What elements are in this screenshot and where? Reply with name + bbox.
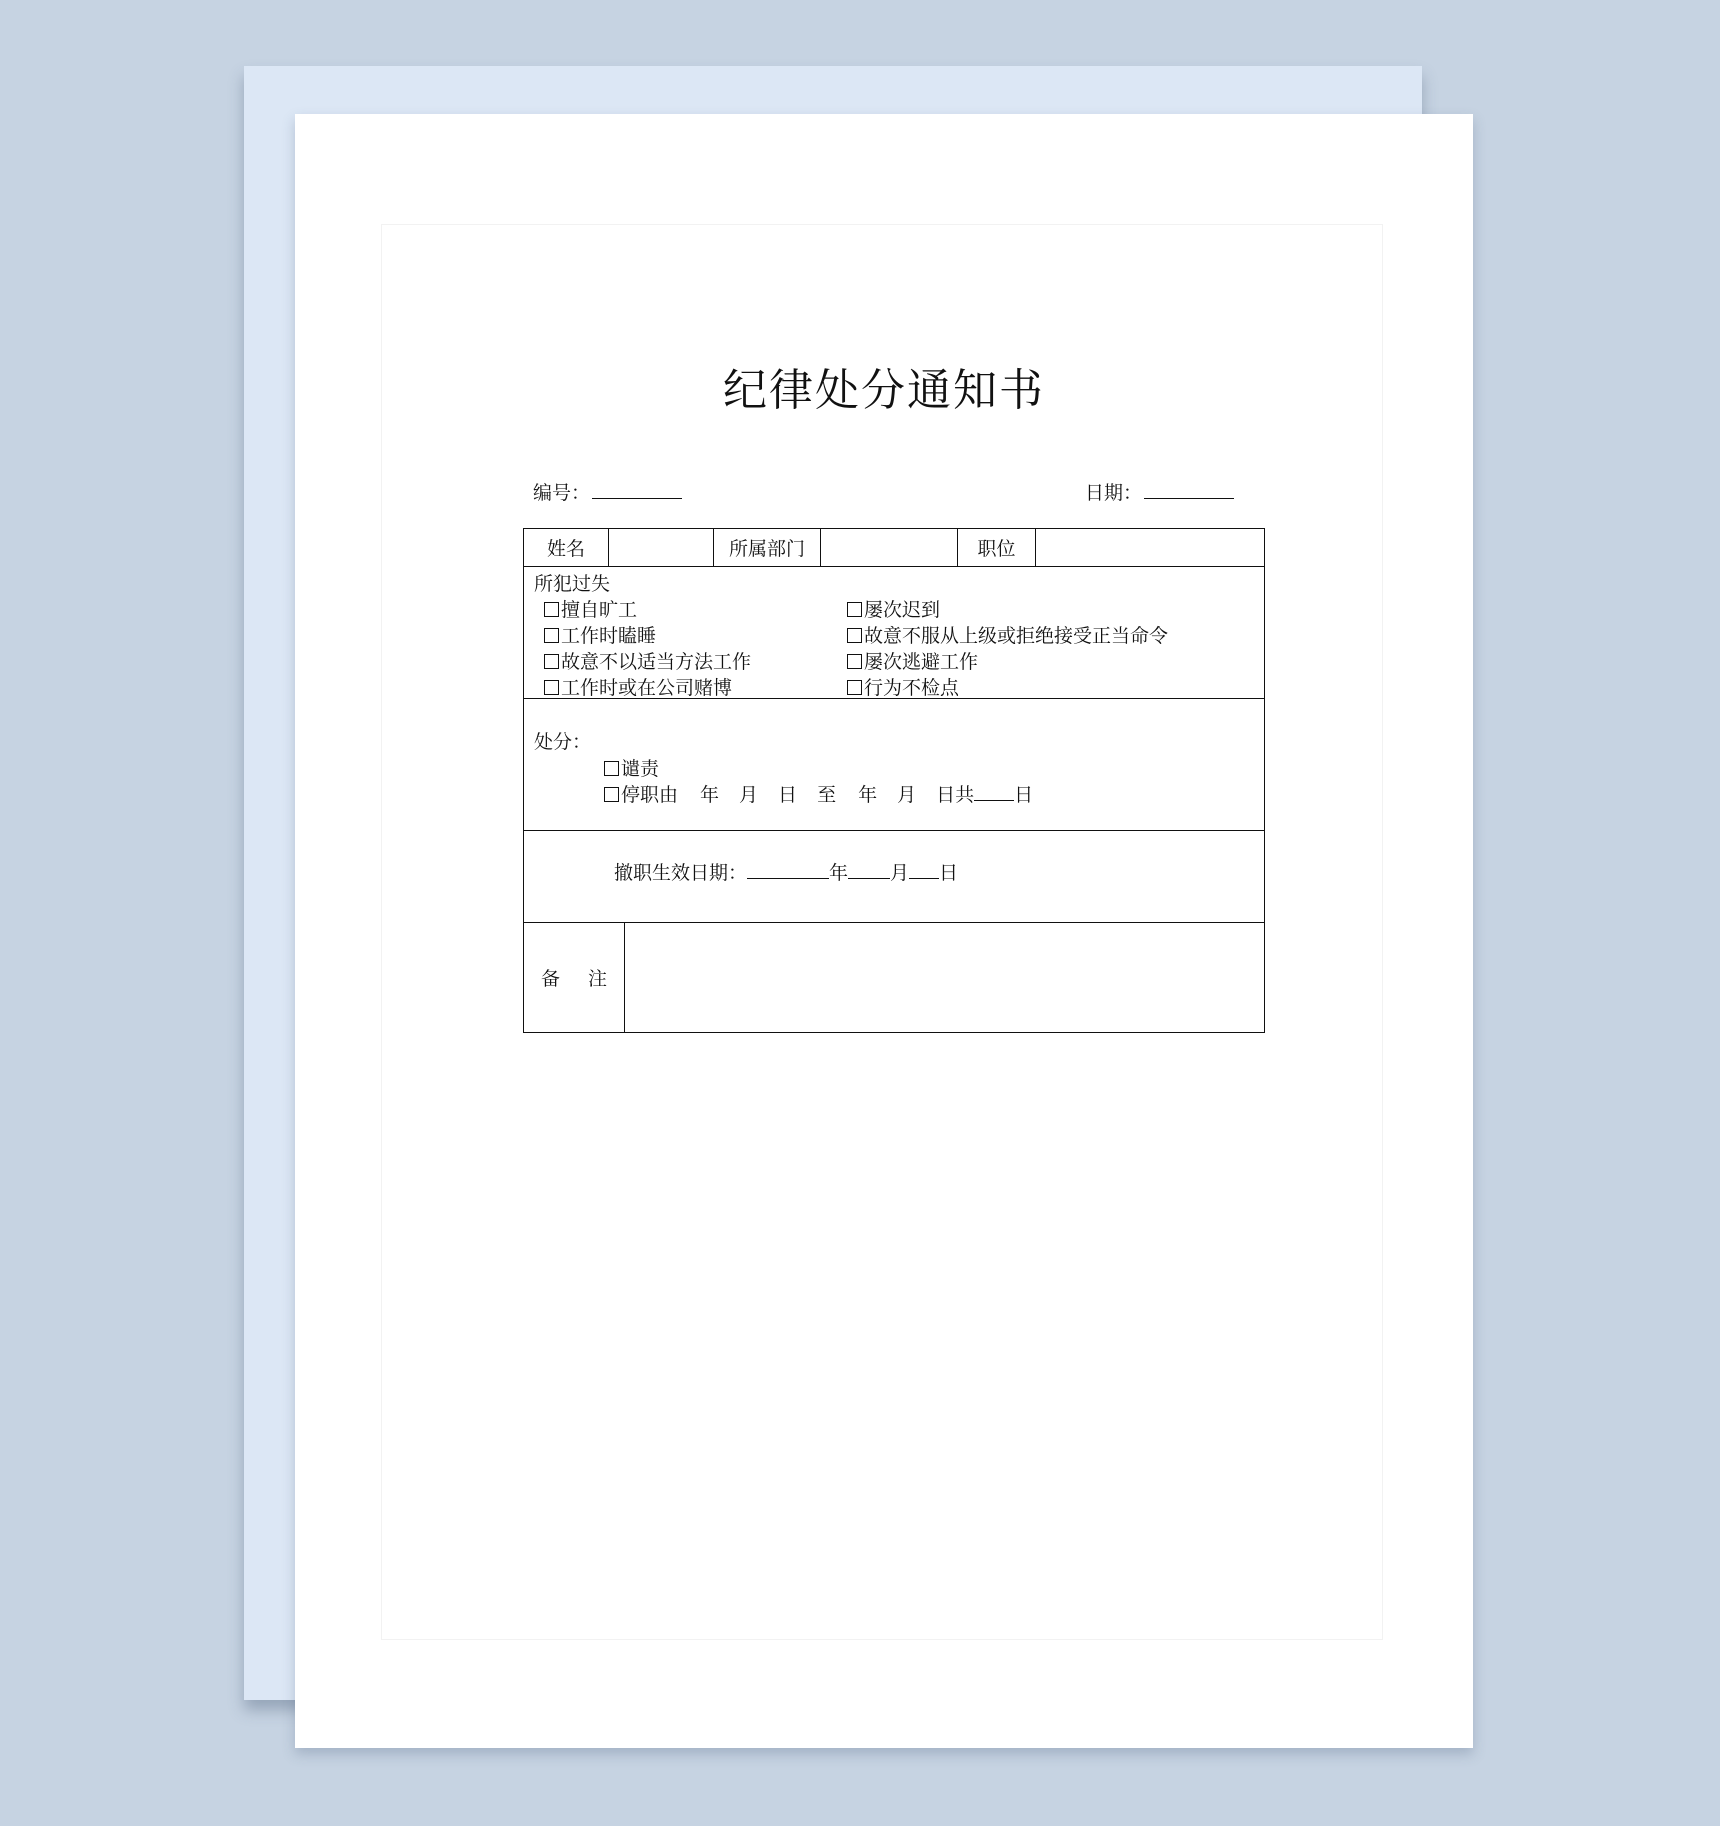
position-value-cell[interactable] bbox=[1036, 529, 1264, 566]
remarks-label bbox=[524, 923, 625, 1032]
dismissal-month: 月 bbox=[890, 862, 910, 884]
number-field bbox=[533, 478, 682, 505]
checkbox-icon[interactable] bbox=[604, 761, 619, 776]
dismissal-day-blank[interactable] bbox=[909, 860, 939, 879]
offense-heading: 所犯过失 bbox=[534, 573, 611, 595]
position-label: 职位 bbox=[958, 529, 1036, 566]
suspend-end-year: 年 bbox=[858, 784, 878, 806]
checkbox-icon[interactable] bbox=[847, 654, 862, 669]
offense-option[interactable] bbox=[847, 621, 1168, 648]
name-value-cell[interactable] bbox=[609, 529, 714, 566]
suspend-start-year: 年 bbox=[700, 784, 720, 806]
checkbox-icon[interactable] bbox=[604, 787, 619, 802]
remarks-label-a: 备 bbox=[540, 968, 560, 990]
offense-option[interactable] bbox=[847, 647, 978, 674]
dismissal-month-blank[interactable] bbox=[848, 860, 890, 879]
dismissal-label: 撤职生效日期： bbox=[614, 862, 748, 884]
offense-label: 工作时或在公司赌博 bbox=[561, 677, 733, 699]
dismissal-day: 日 bbox=[939, 862, 959, 884]
basic-info-row bbox=[524, 529, 1264, 567]
suspend-from-label: 停职由 bbox=[621, 784, 679, 806]
date-field bbox=[1085, 478, 1234, 505]
offense-label: 故意不以适当方法工作 bbox=[561, 651, 752, 673]
dept-label: 所属部门 bbox=[714, 529, 821, 566]
document-title: 纪律处分通知书 bbox=[723, 365, 1045, 416]
number-label: 编号： bbox=[533, 482, 591, 504]
penalty-heading: 处分： bbox=[534, 731, 592, 753]
offense-label: 擅自旷工 bbox=[561, 599, 638, 621]
offense-label: 工作时瞌睡 bbox=[561, 625, 657, 647]
date-label: 日期： bbox=[1085, 482, 1143, 504]
offense-option[interactable] bbox=[847, 673, 959, 700]
penalty-row bbox=[524, 699, 1264, 831]
offense-option[interactable] bbox=[544, 647, 751, 674]
offense-label: 屡次逃避工作 bbox=[864, 651, 979, 673]
suspend-option[interactable] bbox=[604, 780, 1033, 807]
suspend-day-end: 日 bbox=[1014, 784, 1034, 806]
offense-option[interactable] bbox=[544, 673, 732, 700]
remarks-row bbox=[524, 923, 1264, 1032]
offense-label: 屡次迟到 bbox=[864, 599, 941, 621]
offense-label: 行为不检点 bbox=[864, 677, 960, 699]
dept-value-cell[interactable] bbox=[821, 529, 958, 566]
reprimand-option[interactable] bbox=[604, 754, 659, 781]
checkbox-icon[interactable] bbox=[544, 628, 559, 643]
remarks-content-cell[interactable] bbox=[625, 923, 1264, 1032]
dismissal-year-blank[interactable] bbox=[747, 860, 829, 879]
suspend-start-month: 月 bbox=[739, 784, 759, 806]
disciplinary-form bbox=[523, 528, 1265, 1033]
dismissal-date-line bbox=[614, 858, 958, 885]
number-blank[interactable] bbox=[592, 480, 682, 499]
offense-row bbox=[524, 567, 1264, 699]
name-label: 姓名 bbox=[524, 529, 609, 566]
offense-option[interactable] bbox=[544, 621, 656, 648]
offense-option[interactable] bbox=[544, 595, 637, 622]
offense-label: 故意不服从上级或拒绝接受正当命令 bbox=[864, 625, 1169, 647]
checkbox-icon[interactable] bbox=[847, 628, 862, 643]
offense-option[interactable] bbox=[847, 595, 940, 622]
checkbox-icon[interactable] bbox=[847, 680, 862, 695]
suspend-to-label: 至 bbox=[817, 784, 837, 806]
suspend-end-day-total: 日共 bbox=[936, 784, 975, 806]
document-page bbox=[295, 114, 1473, 1748]
dismissal-year: 年 bbox=[829, 862, 849, 884]
suspend-start-day: 日 bbox=[778, 784, 798, 806]
date-blank[interactable] bbox=[1144, 480, 1234, 499]
remarks-label-b: 注 bbox=[588, 968, 608, 990]
checkbox-icon[interactable] bbox=[544, 654, 559, 669]
suspend-end-month: 月 bbox=[897, 784, 917, 806]
checkbox-icon[interactable] bbox=[544, 680, 559, 695]
checkbox-icon[interactable] bbox=[847, 602, 862, 617]
checkbox-icon[interactable] bbox=[544, 602, 559, 617]
reprimand-label: 谴责 bbox=[621, 758, 660, 780]
suspend-days-blank[interactable] bbox=[974, 782, 1014, 801]
dismissal-row bbox=[524, 831, 1264, 923]
